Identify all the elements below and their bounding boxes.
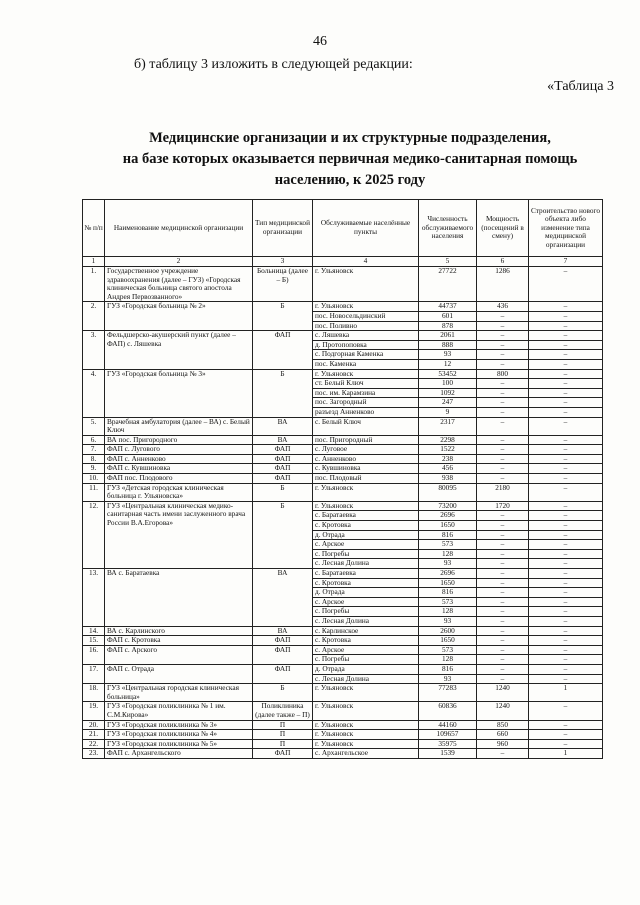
organization-name: ГУЗ «Центральная городская клиническая больница» (105, 684, 253, 702)
population-count: 573 (419, 540, 477, 550)
population-count: 816 (419, 664, 477, 674)
served-locality: г. Ульяновск (313, 684, 419, 702)
row-number: 2. (83, 302, 105, 331)
row-number: 10. (83, 474, 105, 484)
population-count: 100 (419, 379, 477, 389)
population-count: 573 (419, 597, 477, 607)
table-row (83, 464, 603, 474)
capacity-visits: – (477, 464, 529, 474)
table-row (83, 302, 603, 312)
column-number: 6 (477, 257, 529, 267)
construction-change: – (529, 530, 603, 540)
row-number: 6. (83, 435, 105, 445)
row-number: 21. (83, 730, 105, 740)
construction-change: – (529, 540, 603, 550)
organization-type: Больница (далее – Б) (253, 267, 313, 302)
construction-change: – (529, 655, 603, 665)
population-count: 128 (419, 607, 477, 617)
organization-name: ВА пос. Пригородного (105, 435, 253, 445)
construction-change: – (529, 636, 603, 646)
title-line: населению, к 2025 году (274, 172, 426, 188)
table-header-row (83, 200, 603, 257)
capacity-visits: – (477, 388, 529, 398)
construction-change: – (529, 626, 603, 636)
organization-name: ФАП пос. Плодового (105, 474, 253, 484)
served-locality: пос. Пригородный (313, 435, 419, 445)
row-number: 12. (83, 501, 105, 568)
served-locality: с. Арское (313, 645, 419, 655)
organization-name: ФАП с. Лугового (105, 445, 253, 455)
served-locality: с. Погребы (313, 549, 419, 559)
column-number: 4 (313, 257, 419, 267)
population-count: 1650 (419, 521, 477, 531)
intro-text: б) таблицу 3 изложить в следующей редакции: (134, 57, 413, 72)
organization-type: ФАП (253, 454, 313, 464)
population-count: 878 (419, 321, 477, 331)
construction-change: – (529, 730, 603, 740)
capacity-visits: – (477, 569, 529, 579)
row-number: 19. (83, 702, 105, 720)
table-row (83, 267, 603, 302)
capacity-visits: – (477, 321, 529, 331)
served-locality: пос. Каменка (313, 359, 419, 369)
construction-change: – (529, 674, 603, 684)
population-count: 1092 (419, 388, 477, 398)
row-number: 14. (83, 626, 105, 636)
table-body (83, 267, 603, 759)
capacity-visits: – (477, 655, 529, 665)
construction-change: 1 (529, 749, 603, 759)
served-locality: д. Отрада (313, 530, 419, 540)
served-locality: пос. Плодовый (313, 474, 419, 484)
construction-change: – (529, 302, 603, 312)
capacity-visits: – (477, 435, 529, 445)
table-row (83, 417, 603, 435)
served-locality: с. Арское (313, 540, 419, 550)
column-number: 2 (105, 257, 253, 267)
row-number: 3. (83, 331, 105, 369)
organization-name: ГУЗ «Центральная клиническая медико-санитарная часть имени заслуженного врача России В.А.Егорова» (105, 501, 253, 568)
served-locality: с. Луговое (313, 445, 419, 455)
page-number: 46 (313, 34, 327, 49)
organization-type: Б (253, 684, 313, 702)
capacity-visits: – (477, 597, 529, 607)
organization-name: ФАП с. Арского (105, 645, 253, 664)
construction-change: – (529, 321, 603, 331)
construction-change: – (529, 483, 603, 501)
organization-name: ГУЗ «Городская больница № 3» (105, 369, 253, 417)
population-count: 12 (419, 359, 477, 369)
table-row (83, 730, 603, 740)
construction-change: – (529, 369, 603, 379)
row-number: 23. (83, 749, 105, 759)
population-count: 456 (419, 464, 477, 474)
served-locality: г. Ульяновск (313, 302, 419, 312)
capacity-visits: – (477, 636, 529, 646)
table-row (83, 331, 603, 341)
row-number: 22. (83, 739, 105, 749)
organization-name: ГУЗ «Городская поликлиника № 4» (105, 730, 253, 740)
served-locality: с. Карлинское (313, 626, 419, 636)
served-locality: разъезд Анненково (313, 407, 419, 417)
served-locality: д. Отрада (313, 588, 419, 598)
title-line: на базе которых оказывается первичная медико-санитарная помощь (122, 151, 578, 167)
row-number: 7. (83, 445, 105, 455)
population-count: 2317 (419, 417, 477, 435)
organization-name: ФАП с. Кротовка (105, 636, 253, 646)
column-numbers-row (83, 257, 603, 267)
population-count: 601 (419, 311, 477, 321)
organization-type: ВА (253, 626, 313, 636)
capacity-visits: – (477, 311, 529, 321)
capacity-visits: 1240 (477, 684, 529, 702)
header-cell: Мощность (посещений в смену) (477, 200, 529, 257)
population-count: 73200 (419, 501, 477, 511)
capacity-visits: – (477, 607, 529, 617)
table-row (83, 435, 603, 445)
header-cell: Обслуживаемые населённые пункты (313, 200, 419, 257)
capacity-visits: – (477, 454, 529, 464)
construction-change: 1 (529, 684, 603, 702)
capacity-visits: – (477, 398, 529, 408)
capacity-visits: – (477, 417, 529, 435)
table-row (83, 720, 603, 730)
construction-change: – (529, 569, 603, 579)
served-locality: г. Ульяновск (313, 267, 419, 302)
construction-change: – (529, 340, 603, 350)
construction-change: – (529, 578, 603, 588)
construction-change: – (529, 454, 603, 464)
organization-type: ФАП (253, 464, 313, 474)
table-row (83, 445, 603, 455)
population-count: 27722 (419, 267, 477, 302)
header-cell: Численность обслуживаемого населения (419, 200, 477, 257)
organization-type: ФАП (253, 445, 313, 455)
capacity-visits: – (477, 549, 529, 559)
capacity-visits: 800 (477, 369, 529, 379)
capacity-visits: – (477, 359, 529, 369)
served-locality: с. Лесная Долина (313, 559, 419, 569)
capacity-visits: – (477, 511, 529, 521)
served-locality: г. Ульяновск (313, 730, 419, 740)
organization-type: ФАП (253, 749, 313, 759)
header-cell: Тип медицинской организации (253, 200, 313, 257)
organization-type: ФАП (253, 331, 313, 369)
capacity-visits: – (477, 588, 529, 598)
construction-change: – (529, 501, 603, 511)
row-number: 20. (83, 720, 105, 730)
capacity-visits: – (477, 578, 529, 588)
population-count: 53452 (419, 369, 477, 379)
organization-type: Поликлиника (далее также – П) (253, 702, 313, 720)
construction-change: – (529, 379, 603, 389)
organization-name: Врачебная амбулатория (далее – ВА) с. Белый Ключ (105, 417, 253, 435)
population-count: 2696 (419, 569, 477, 579)
population-count: 93 (419, 616, 477, 626)
population-count: 938 (419, 474, 477, 484)
capacity-visits: – (477, 626, 529, 636)
organization-type: П (253, 720, 313, 730)
construction-change: – (529, 702, 603, 720)
table-row (83, 749, 603, 759)
population-count: 238 (419, 454, 477, 464)
construction-change: – (529, 616, 603, 626)
served-locality: с. Белый Ключ (313, 417, 419, 435)
organization-type: ФАП (253, 645, 313, 664)
capacity-visits: 1240 (477, 702, 529, 720)
capacity-visits: – (477, 379, 529, 389)
column-number: 1 (83, 257, 105, 267)
population-count: 77283 (419, 684, 477, 702)
construction-change: – (529, 559, 603, 569)
population-count: 816 (419, 530, 477, 540)
population-count: 247 (419, 398, 477, 408)
capacity-visits: – (477, 749, 529, 759)
served-locality: д. Протопоповка (313, 340, 419, 350)
organization-type: Б (253, 483, 313, 501)
capacity-visits: 2180 (477, 483, 529, 501)
capacity-visits: – (477, 407, 529, 417)
population-count: 109657 (419, 730, 477, 740)
construction-change: – (529, 359, 603, 369)
row-number: 1. (83, 267, 105, 302)
population-count: 1650 (419, 578, 477, 588)
served-locality: с. Погребы (313, 607, 419, 617)
served-locality: г. Ульяновск (313, 501, 419, 511)
header-cell: Строительство нового объекта либо изменение типа медицинской организации (529, 200, 603, 257)
organization-type: ФАП (253, 474, 313, 484)
construction-change: – (529, 511, 603, 521)
population-count: 44737 (419, 302, 477, 312)
construction-change: – (529, 588, 603, 598)
organization-name: ФАП с. Отрада (105, 664, 253, 683)
construction-change: – (529, 464, 603, 474)
population-count: 816 (419, 588, 477, 598)
capacity-visits: – (477, 645, 529, 655)
served-locality: с. Баратаевка (313, 511, 419, 521)
construction-change: – (529, 474, 603, 484)
organization-name: ГУЗ «Городская поликлиника № 3» (105, 720, 253, 730)
organization-type: П (253, 730, 313, 740)
served-locality: с. Арское (313, 597, 419, 607)
table-row (83, 645, 603, 655)
organization-type: ВА (253, 435, 313, 445)
served-locality: ст. Белый Ключ (313, 379, 419, 389)
construction-change: – (529, 388, 603, 398)
construction-change: – (529, 435, 603, 445)
row-number: 11. (83, 483, 105, 501)
table-row (83, 664, 603, 674)
table-row (83, 702, 603, 720)
capacity-visits: – (477, 674, 529, 684)
header-cell: Наименование медицинской организации (105, 200, 253, 257)
served-locality: г. Ульяновск (313, 369, 419, 379)
capacity-visits: – (477, 340, 529, 350)
served-locality: г. Ульяновск (313, 483, 419, 501)
served-locality: с. Баратаевка (313, 569, 419, 579)
table-title (80, 128, 620, 191)
construction-change: – (529, 350, 603, 360)
organization-name: ГУЗ «Городская поликлиника № 1 им. С.М.Кирова» (105, 702, 253, 720)
population-count: 80095 (419, 483, 477, 501)
served-locality: с. Кротовка (313, 521, 419, 531)
served-locality: г. Ульяновск (313, 720, 419, 730)
construction-change: – (529, 407, 603, 417)
row-number: 18. (83, 684, 105, 702)
row-number: 9. (83, 464, 105, 474)
construction-change: – (529, 607, 603, 617)
construction-change: – (529, 445, 603, 455)
served-locality: с. Кротовка (313, 636, 419, 646)
capacity-visits: 960 (477, 739, 529, 749)
construction-change: – (529, 398, 603, 408)
row-number: 13. (83, 569, 105, 627)
capacity-visits: – (477, 664, 529, 674)
construction-change: – (529, 331, 603, 341)
table-row (83, 636, 603, 646)
organization-type: ФАП (253, 636, 313, 646)
construction-change: – (529, 597, 603, 607)
table-row (83, 501, 603, 511)
population-count: 93 (419, 674, 477, 684)
population-count: 35975 (419, 739, 477, 749)
header-cell: № п/п (83, 200, 105, 257)
organization-type: Б (253, 302, 313, 331)
capacity-visits: – (477, 331, 529, 341)
table-row (83, 474, 603, 484)
organization-type: П (253, 739, 313, 749)
table-row (83, 569, 603, 579)
construction-change: – (529, 267, 603, 302)
population-count: 888 (419, 340, 477, 350)
served-locality: г. Ульяновск (313, 739, 419, 749)
construction-change: – (529, 311, 603, 321)
served-locality: пос. Поливно (313, 321, 419, 331)
organization-name: ГУЗ «Детская городская клиническая больница г. Ульяновска» (105, 483, 253, 501)
population-count: 93 (419, 350, 477, 360)
organization-type: Б (253, 369, 313, 417)
capacity-visits: – (477, 540, 529, 550)
column-number: 3 (253, 257, 313, 267)
row-number: 4. (83, 369, 105, 417)
capacity-visits: – (477, 530, 529, 540)
row-number: 15. (83, 636, 105, 646)
capacity-visits: – (477, 445, 529, 455)
table-row (83, 739, 603, 749)
organizations-table (82, 199, 603, 759)
construction-change: – (529, 720, 603, 730)
served-locality: с. Лесная Долина (313, 616, 419, 626)
served-locality: д. Отрада (313, 664, 419, 674)
capacity-visits: – (477, 521, 529, 531)
construction-change: – (529, 664, 603, 674)
served-locality: пос. Загородный (313, 398, 419, 408)
served-locality: с. Архангельское (313, 749, 419, 759)
organization-name: Государственное учреждение здравоохранения (далее – ГУЗ) «Городская клиническая больница святого апостола Андрея Первозванного» (105, 267, 253, 302)
population-count: 1539 (419, 749, 477, 759)
table-row (83, 684, 603, 702)
population-count: 2298 (419, 435, 477, 445)
population-count: 1650 (419, 636, 477, 646)
organization-name: ГУЗ «Городская больница № 2» (105, 302, 253, 331)
organization-name: ВА с. Карлинского (105, 626, 253, 636)
served-locality: г. Ульяновск (313, 702, 419, 720)
row-number: 17. (83, 664, 105, 683)
served-locality: пос. им. Карамзина (313, 388, 419, 398)
table-row (83, 626, 603, 636)
column-number: 5 (419, 257, 477, 267)
served-locality: с. Лесная Долина (313, 674, 419, 684)
capacity-visits: 1286 (477, 267, 529, 302)
population-count: 93 (419, 559, 477, 569)
organization-name: ФАП с. Архангельского (105, 749, 253, 759)
construction-change: – (529, 739, 603, 749)
table-row (83, 454, 603, 464)
capacity-visits: 660 (477, 730, 529, 740)
row-number: 8. (83, 454, 105, 464)
organization-name: ФАП с. Анненково (105, 454, 253, 464)
population-count: 2061 (419, 331, 477, 341)
population-count: 1522 (419, 445, 477, 455)
construction-change: – (529, 549, 603, 559)
population-count: 44160 (419, 720, 477, 730)
table-label: «Таблица 3 (547, 79, 614, 94)
population-count: 2600 (419, 626, 477, 636)
capacity-visits: – (477, 559, 529, 569)
organization-name: ГУЗ «Городская поликлиника № 5» (105, 739, 253, 749)
organization-name: ВА с. Баратаевка (105, 569, 253, 627)
served-locality: с. Подгорная Каменка (313, 350, 419, 360)
capacity-visits: – (477, 474, 529, 484)
served-locality: с. Кротовка (313, 578, 419, 588)
capacity-visits: – (477, 350, 529, 360)
title-line: Медицинские организации и их структурные подразделения, (149, 130, 551, 146)
served-locality: с. Анненково (313, 454, 419, 464)
construction-change: – (529, 417, 603, 435)
construction-change: – (529, 645, 603, 655)
served-locality: с. Ляшевка (313, 331, 419, 341)
table-row (83, 369, 603, 379)
population-count: 128 (419, 549, 477, 559)
row-number: 5. (83, 417, 105, 435)
served-locality: пос. Новосельдинский (313, 311, 419, 321)
table-row (83, 483, 603, 501)
organization-name: Фельдшерско-акушерский пункт (далее – ФАП) с. Ляшевка (105, 331, 253, 369)
organization-name: ФАП с. Кувшиновка (105, 464, 253, 474)
organization-type: ВА (253, 569, 313, 627)
construction-change: – (529, 521, 603, 531)
organization-type: ВА (253, 417, 313, 435)
organization-type: Б (253, 501, 313, 568)
served-locality: с. Кувшиновка (313, 464, 419, 474)
capacity-visits: 850 (477, 720, 529, 730)
organization-type: ФАП (253, 664, 313, 683)
served-locality: с. Погребы (313, 655, 419, 665)
capacity-visits: – (477, 616, 529, 626)
capacity-visits: 436 (477, 302, 529, 312)
capacity-visits: 1720 (477, 501, 529, 511)
column-number: 7 (529, 257, 603, 267)
population-count: 60836 (419, 702, 477, 720)
row-number: 16. (83, 645, 105, 664)
population-count: 128 (419, 655, 477, 665)
population-count: 573 (419, 645, 477, 655)
population-count: 2696 (419, 511, 477, 521)
population-count: 9 (419, 407, 477, 417)
